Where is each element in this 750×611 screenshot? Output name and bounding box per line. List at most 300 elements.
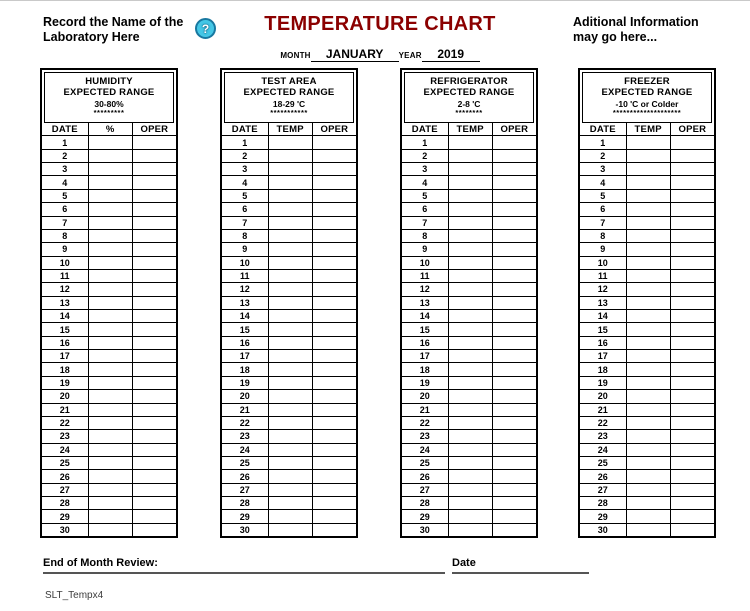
year-value-field[interactable]: 2019 xyxy=(422,47,480,62)
oper-cell[interactable] xyxy=(492,150,536,162)
table-row xyxy=(42,349,176,362)
value-cell[interactable] xyxy=(268,217,312,229)
value-cell[interactable] xyxy=(626,257,670,269)
oper-cell[interactable] xyxy=(312,484,356,496)
value-cell[interactable] xyxy=(626,390,670,402)
value-cell[interactable] xyxy=(626,190,670,202)
oper-cell[interactable] xyxy=(132,150,176,162)
value-cell[interactable] xyxy=(448,270,492,282)
value-cell[interactable] xyxy=(448,444,492,456)
value-cell[interactable] xyxy=(448,323,492,335)
oper-cell[interactable] xyxy=(492,257,536,269)
value-cell[interactable] xyxy=(626,136,670,148)
value-cell[interactable] xyxy=(268,377,312,389)
value-cell[interactable] xyxy=(268,417,312,429)
value-cell[interactable] xyxy=(88,257,132,269)
oper-cell[interactable] xyxy=(132,257,176,269)
value-cell[interactable] xyxy=(626,310,670,322)
oper-cell[interactable] xyxy=(312,417,356,429)
value-cell[interactable] xyxy=(268,404,312,416)
column-header-row xyxy=(42,123,176,135)
oper-cell[interactable] xyxy=(312,404,356,416)
value-cell[interactable] xyxy=(88,430,132,442)
oper-cell[interactable] xyxy=(312,323,356,335)
oper-cell[interactable] xyxy=(492,297,536,309)
value-cell[interactable] xyxy=(268,444,312,456)
value-cell[interactable] xyxy=(448,484,492,496)
oper-cell[interactable] xyxy=(312,470,356,482)
date-cell: 27 xyxy=(419,484,430,495)
oper-cell[interactable] xyxy=(670,337,714,349)
value-cell[interactable] xyxy=(268,163,312,175)
oper-cell[interactable] xyxy=(492,510,536,522)
value-cell[interactable] xyxy=(626,484,670,496)
value-cell[interactable] xyxy=(88,217,132,229)
value-cell[interactable] xyxy=(88,283,132,295)
oper-cell[interactable] xyxy=(492,377,536,389)
table-title: HUMIDITY xyxy=(85,76,133,87)
page-title: TEMPERATURE CHART xyxy=(264,13,496,35)
oper-cell[interactable] xyxy=(670,377,714,389)
value-cell[interactable] xyxy=(88,470,132,482)
value-cell[interactable] xyxy=(448,176,492,188)
date-cell: 25 xyxy=(597,458,608,469)
value-cell[interactable] xyxy=(626,150,670,162)
date-cell: 6 xyxy=(422,204,428,215)
oper-cell[interactable] xyxy=(312,203,356,215)
oper-cell[interactable] xyxy=(312,283,356,295)
oper-cell[interactable] xyxy=(132,323,176,335)
value-cell[interactable] xyxy=(268,363,312,375)
value-cell[interactable] xyxy=(268,524,312,536)
value-cell[interactable] xyxy=(88,350,132,362)
oper-cell[interactable] xyxy=(492,470,536,482)
oper-cell[interactable] xyxy=(132,243,176,255)
additional-info-line2: may go here... xyxy=(573,30,658,44)
value-cell[interactable] xyxy=(88,404,132,416)
value-cell[interactable] xyxy=(626,217,670,229)
date-cell: 23 xyxy=(239,431,250,442)
oper-cell[interactable] xyxy=(312,136,356,148)
oper-cell[interactable] xyxy=(492,203,536,215)
table-row xyxy=(402,282,536,295)
value-cell[interactable] xyxy=(88,363,132,375)
value-cell[interactable] xyxy=(626,176,670,188)
oper-cell[interactable] xyxy=(312,297,356,309)
value-cell[interactable] xyxy=(268,323,312,335)
oper-cell[interactable] xyxy=(132,337,176,349)
value-cell[interactable] xyxy=(626,497,670,509)
oper-cell[interactable] xyxy=(132,524,176,536)
table-row xyxy=(402,443,536,456)
value-cell[interactable] xyxy=(268,150,312,162)
value-cell[interactable] xyxy=(626,297,670,309)
value-cell[interactable] xyxy=(626,323,670,335)
value-cell[interactable] xyxy=(268,484,312,496)
value-cell[interactable] xyxy=(88,497,132,509)
oper-cell[interactable] xyxy=(132,297,176,309)
value-cell[interactable] xyxy=(88,176,132,188)
value-cell[interactable] xyxy=(448,377,492,389)
value-cell[interactable] xyxy=(448,190,492,202)
value-cell[interactable] xyxy=(88,377,132,389)
oper-cell[interactable] xyxy=(670,323,714,335)
date-cell: 21 xyxy=(59,404,70,415)
value-cell[interactable] xyxy=(88,337,132,349)
date-cell: 26 xyxy=(59,471,70,482)
oper-cell[interactable] xyxy=(670,484,714,496)
date-cell: 22 xyxy=(597,418,608,429)
oper-cell[interactable] xyxy=(132,510,176,522)
oper-cell[interactable] xyxy=(492,430,536,442)
value-cell[interactable] xyxy=(448,150,492,162)
oper-cell[interactable] xyxy=(132,176,176,188)
oper-cell[interactable] xyxy=(132,484,176,496)
oper-cell[interactable] xyxy=(312,230,356,242)
oper-cell[interactable] xyxy=(492,350,536,362)
oper-cell[interactable] xyxy=(132,310,176,322)
oper-cell[interactable] xyxy=(492,176,536,188)
oper-cell[interactable] xyxy=(492,163,536,175)
oper-cell[interactable] xyxy=(312,524,356,536)
value-cell[interactable] xyxy=(88,310,132,322)
value-cell[interactable] xyxy=(626,163,670,175)
value-cell[interactable] xyxy=(448,497,492,509)
value-cell[interactable] xyxy=(626,283,670,295)
value-cell[interactable] xyxy=(626,230,670,242)
oper-cell[interactable] xyxy=(312,190,356,202)
date-cell: 24 xyxy=(597,444,608,455)
value-cell[interactable] xyxy=(448,310,492,322)
value-cell[interactable] xyxy=(448,363,492,375)
value-cell[interactable] xyxy=(626,363,670,375)
value-cell[interactable] xyxy=(626,417,670,429)
table-row xyxy=(42,336,176,349)
value-cell[interactable] xyxy=(626,377,670,389)
oper-cell[interactable] xyxy=(492,497,536,509)
value-cell[interactable] xyxy=(268,470,312,482)
oper-cell[interactable] xyxy=(670,297,714,309)
oper-cell[interactable] xyxy=(312,430,356,442)
oper-cell[interactable] xyxy=(492,337,536,349)
oper-cell[interactable] xyxy=(312,243,356,255)
oper-cell[interactable] xyxy=(132,457,176,469)
oper-cell[interactable] xyxy=(132,404,176,416)
value-cell[interactable] xyxy=(88,484,132,496)
oper-cell[interactable] xyxy=(132,163,176,175)
oper-cell[interactable] xyxy=(312,350,356,362)
value-cell[interactable] xyxy=(88,270,132,282)
value-cell[interactable] xyxy=(268,510,312,522)
table-row xyxy=(42,242,176,255)
value-cell[interactable] xyxy=(88,190,132,202)
date-cell: 1 xyxy=(422,137,428,148)
table-stars: ******************** xyxy=(612,108,682,117)
oper-cell[interactable] xyxy=(492,190,536,202)
value-cell[interactable] xyxy=(626,457,670,469)
value-cell[interactable] xyxy=(626,243,670,255)
date-cell: 8 xyxy=(600,231,606,242)
oper-cell[interactable] xyxy=(132,190,176,202)
value-cell[interactable] xyxy=(268,257,312,269)
table-subtitle: EXPECTED RANGE xyxy=(243,87,335,98)
value-cell[interactable] xyxy=(88,390,132,402)
value-cell[interactable] xyxy=(88,136,132,148)
table-title-box xyxy=(44,72,174,123)
value-cell[interactable] xyxy=(448,243,492,255)
value-cell[interactable] xyxy=(268,390,312,402)
value-cell[interactable] xyxy=(268,190,312,202)
value-cell[interactable] xyxy=(448,390,492,402)
table-stars: ********* xyxy=(93,108,125,117)
oper-cell[interactable] xyxy=(312,163,356,175)
value-cell[interactable] xyxy=(268,176,312,188)
oper-cell[interactable] xyxy=(132,283,176,295)
oper-cell[interactable] xyxy=(670,390,714,402)
oper-cell[interactable] xyxy=(132,350,176,362)
oper-cell[interactable] xyxy=(132,136,176,148)
value-cell[interactable] xyxy=(88,203,132,215)
oper-cell[interactable] xyxy=(492,417,536,429)
oper-cell[interactable] xyxy=(132,203,176,215)
value-cell[interactable] xyxy=(448,257,492,269)
date-cell: 22 xyxy=(59,418,70,429)
date-cell: 10 xyxy=(597,257,608,268)
value-cell[interactable] xyxy=(448,337,492,349)
oper-cell[interactable] xyxy=(132,230,176,242)
oper-cell[interactable] xyxy=(670,430,714,442)
value-cell[interactable] xyxy=(448,457,492,469)
oper-cell[interactable] xyxy=(670,457,714,469)
oper-cell[interactable] xyxy=(132,377,176,389)
oper-cell[interactable] xyxy=(132,444,176,456)
value-cell[interactable] xyxy=(88,457,132,469)
oper-cell[interactable] xyxy=(312,444,356,456)
oper-cell[interactable] xyxy=(312,270,356,282)
value-cell[interactable] xyxy=(268,203,312,215)
value-cell[interactable] xyxy=(268,297,312,309)
table-row xyxy=(580,175,714,188)
table-row xyxy=(402,149,536,162)
end-of-month-review-label: End of Month Review: xyxy=(43,557,158,569)
oper-cell[interactable] xyxy=(492,230,536,242)
oper-cell[interactable] xyxy=(670,524,714,536)
value-cell[interactable] xyxy=(626,510,670,522)
table-row xyxy=(42,389,176,402)
oper-cell[interactable] xyxy=(132,497,176,509)
value-cell[interactable] xyxy=(268,430,312,442)
value-cell[interactable] xyxy=(268,270,312,282)
value-cell[interactable] xyxy=(448,417,492,429)
value-cell[interactable] xyxy=(626,470,670,482)
table-row xyxy=(42,269,176,282)
oper-cell[interactable] xyxy=(670,363,714,375)
oper-cell[interactable] xyxy=(312,377,356,389)
oper-cell[interactable] xyxy=(670,217,714,229)
oper-cell[interactable] xyxy=(132,430,176,442)
oper-cell[interactable] xyxy=(670,190,714,202)
oper-cell[interactable] xyxy=(312,257,356,269)
oper-cell[interactable] xyxy=(312,363,356,375)
value-cell[interactable] xyxy=(448,163,492,175)
oper-cell[interactable] xyxy=(670,243,714,255)
oper-cell[interactable] xyxy=(492,444,536,456)
oper-cell[interactable] xyxy=(670,136,714,148)
oper-cell[interactable] xyxy=(670,404,714,416)
oper-cell[interactable] xyxy=(492,243,536,255)
oper-cell[interactable] xyxy=(492,457,536,469)
oper-cell[interactable] xyxy=(492,323,536,335)
value-cell[interactable] xyxy=(448,217,492,229)
table-row xyxy=(222,322,356,335)
table-grid xyxy=(402,123,536,536)
oper-cell[interactable] xyxy=(492,136,536,148)
value-cell[interactable] xyxy=(626,337,670,349)
value-cell[interactable] xyxy=(88,323,132,335)
value-cell[interactable] xyxy=(448,430,492,442)
date-cell: 25 xyxy=(239,458,250,469)
value-cell[interactable] xyxy=(448,524,492,536)
table-row xyxy=(580,429,714,442)
date-cell: 8 xyxy=(62,231,68,242)
oper-cell[interactable] xyxy=(492,363,536,375)
value-cell[interactable] xyxy=(268,457,312,469)
oper-cell[interactable] xyxy=(670,150,714,162)
date-cell: 1 xyxy=(242,137,248,148)
oper-cell[interactable] xyxy=(312,510,356,522)
value-cell[interactable] xyxy=(626,524,670,536)
oper-cell[interactable] xyxy=(132,390,176,402)
oper-cell[interactable] xyxy=(132,363,176,375)
date-cell: 30 xyxy=(59,524,70,535)
date-cell: 25 xyxy=(419,458,430,469)
date-cell: 3 xyxy=(422,164,428,175)
end-of-month-review-field[interactable] xyxy=(43,557,445,574)
value-cell[interactable] xyxy=(268,337,312,349)
oper-cell[interactable] xyxy=(670,176,714,188)
value-cell[interactable] xyxy=(626,270,670,282)
oper-cell[interactable] xyxy=(132,270,176,282)
value-cell[interactable] xyxy=(626,444,670,456)
value-cell[interactable] xyxy=(88,510,132,522)
value-cell[interactable] xyxy=(268,350,312,362)
oper-cell[interactable] xyxy=(492,404,536,416)
table-row xyxy=(580,149,714,162)
oper-cell[interactable] xyxy=(492,390,536,402)
table-row xyxy=(580,189,714,202)
column-header-oper: OPER xyxy=(492,123,536,135)
date-cell: 9 xyxy=(62,244,68,255)
value-cell[interactable] xyxy=(448,470,492,482)
table-row xyxy=(42,175,176,188)
oper-cell[interactable] xyxy=(670,444,714,456)
date-cell: 13 xyxy=(59,297,70,308)
value-cell[interactable] xyxy=(88,230,132,242)
value-cell[interactable] xyxy=(88,444,132,456)
value-cell[interactable] xyxy=(268,310,312,322)
value-cell[interactable] xyxy=(448,203,492,215)
oper-cell[interactable] xyxy=(132,470,176,482)
lab-name-note-line1: Record the Name of the xyxy=(43,15,184,29)
oper-cell[interactable] xyxy=(492,283,536,295)
table-row xyxy=(580,376,714,389)
oper-cell[interactable] xyxy=(312,176,356,188)
value-cell[interactable] xyxy=(88,297,132,309)
value-cell[interactable] xyxy=(88,150,132,162)
oper-cell[interactable] xyxy=(312,457,356,469)
value-cell[interactable] xyxy=(88,243,132,255)
value-cell[interactable] xyxy=(448,297,492,309)
oper-cell[interactable] xyxy=(312,337,356,349)
table-row xyxy=(402,189,536,202)
oper-cell[interactable] xyxy=(132,217,176,229)
value-cell[interactable] xyxy=(268,283,312,295)
column-header-oper: OPER xyxy=(132,123,176,135)
oper-cell[interactable] xyxy=(670,283,714,295)
oper-cell[interactable] xyxy=(312,497,356,509)
month-value-field[interactable]: JANUARY xyxy=(311,47,399,62)
oper-cell[interactable] xyxy=(670,417,714,429)
value-cell[interactable] xyxy=(88,417,132,429)
oper-cell[interactable] xyxy=(670,203,714,215)
value-cell[interactable] xyxy=(626,404,670,416)
oper-cell[interactable] xyxy=(312,150,356,162)
oper-cell[interactable] xyxy=(670,257,714,269)
value-cell[interactable] xyxy=(448,230,492,242)
value-cell[interactable] xyxy=(448,350,492,362)
value-cell[interactable] xyxy=(626,430,670,442)
date-cell: 5 xyxy=(62,190,68,201)
oper-cell[interactable] xyxy=(670,163,714,175)
oper-cell[interactable] xyxy=(670,230,714,242)
oper-cell[interactable] xyxy=(492,524,536,536)
value-cell[interactable] xyxy=(626,350,670,362)
value-cell[interactable] xyxy=(448,283,492,295)
oper-cell[interactable] xyxy=(312,310,356,322)
date-cell: 6 xyxy=(242,204,248,215)
oper-cell[interactable] xyxy=(670,350,714,362)
value-cell[interactable] xyxy=(88,524,132,536)
oper-cell[interactable] xyxy=(492,270,536,282)
oper-cell[interactable] xyxy=(670,510,714,522)
value-cell[interactable] xyxy=(626,203,670,215)
date-cell: 19 xyxy=(419,378,430,388)
table-row xyxy=(402,362,536,375)
oper-cell[interactable] xyxy=(312,390,356,402)
value-cell[interactable] xyxy=(268,497,312,509)
date-cell: 1 xyxy=(62,137,68,148)
oper-cell[interactable] xyxy=(670,270,714,282)
value-cell[interactable] xyxy=(88,163,132,175)
oper-cell[interactable] xyxy=(132,417,176,429)
oper-cell[interactable] xyxy=(312,217,356,229)
value-cell[interactable] xyxy=(268,136,312,148)
date-cell: 3 xyxy=(62,164,68,175)
value-cell[interactable] xyxy=(268,230,312,242)
oper-cell[interactable] xyxy=(492,484,536,496)
value-cell[interactable] xyxy=(448,404,492,416)
oper-cell[interactable] xyxy=(670,470,714,482)
value-cell[interactable] xyxy=(448,510,492,522)
oper-cell[interactable] xyxy=(492,310,536,322)
oper-cell[interactable] xyxy=(670,310,714,322)
date-field[interactable] xyxy=(452,557,589,574)
oper-cell[interactable] xyxy=(670,497,714,509)
value-cell[interactable] xyxy=(448,136,492,148)
oper-cell[interactable] xyxy=(492,217,536,229)
table-row xyxy=(222,269,356,282)
value-cell[interactable] xyxy=(268,243,312,255)
